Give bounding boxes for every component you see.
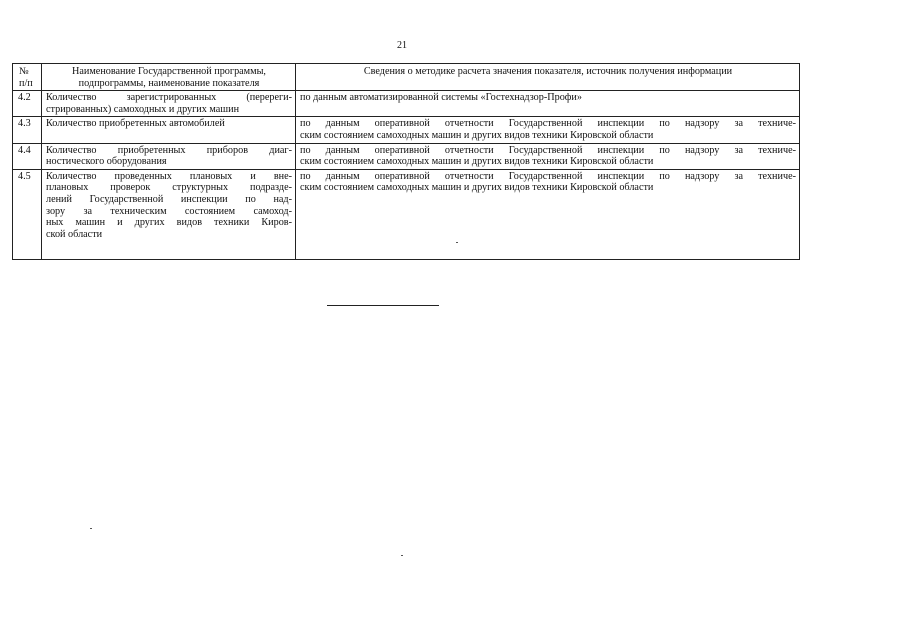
indicator-info: [296, 143, 800, 169]
indicator-name-line: стрированных) самоходных и других машин: [46, 103, 240, 115]
indicator-info: [296, 91, 800, 117]
indicator-name: [42, 91, 296, 117]
scan-speck: [456, 242, 458, 243]
row-number: 4.5: [13, 169, 42, 259]
indicator-name-line: ской области: [46, 228, 103, 240]
indicator-name-line: зору за техническим состоянием самоход-: [46, 205, 292, 217]
indicator-name-line: Количество приобретенных автомобилей: [46, 118, 225, 130]
row-number: 4.4: [13, 143, 42, 169]
indicator-info-line: ским состоянием самоходных машин и других видов техники Кировской области: [300, 129, 654, 141]
indicator-info-line: ским состоянием самоходных машин и других видов техники Кировской области: [300, 182, 654, 194]
table-row: [13, 117, 800, 143]
page-number: 21: [397, 40, 407, 51]
header-number-line1: №: [19, 66, 29, 77]
indicator-name-line: Количество зарегистрированных (перереги-: [46, 92, 292, 104]
indicator-name-line: плановых проверок структурных подразде-: [46, 182, 292, 194]
header-number-line2: п/п: [19, 77, 33, 89]
header-number: [13, 64, 42, 91]
indicator-name-line: ностического оборудования: [46, 156, 167, 168]
header-name-line1: Наименование Государственной программы,: [72, 66, 266, 77]
indicator-info-line: по данным автоматизированной системы «Гостехнадзор-Профи»: [300, 92, 582, 104]
indicator-name: [42, 117, 296, 143]
row-number: 4.3: [13, 117, 42, 143]
indicator-name-line: Количество проведенных плановых и вне-: [46, 170, 292, 182]
indicator-info: [296, 169, 800, 259]
scan-speck: [90, 528, 92, 529]
indicator-info-line: по данным оперативной отчетности Государственной инспекции по надзору за техниче-: [300, 118, 796, 130]
indicator-methodology-table: [12, 63, 800, 260]
indicator-info: [296, 117, 800, 143]
header-info: [296, 64, 800, 91]
row-number: 4.2: [13, 91, 42, 117]
indicator-name-line: Количество приобретенных приборов диаг-: [46, 144, 292, 156]
indicator-name-line: ных машин и других видов техники Киров-: [46, 217, 292, 229]
table-row: [13, 91, 800, 117]
separator-rule: [327, 305, 439, 306]
indicator-info-line: по данным оперативной отчетности Государственной инспекции по надзору за техниче-: [300, 170, 796, 182]
table-row: [13, 169, 800, 259]
header-name: [42, 64, 296, 91]
header-info-text: Сведения о методике расчета значения показателя, источник получения информации: [363, 66, 733, 77]
table-body: [13, 91, 800, 260]
table-row: [13, 143, 800, 169]
table-header: [13, 64, 800, 91]
indicator-name: [42, 169, 296, 259]
indicator-name-line: лений Государственной инспекции по над-: [46, 193, 292, 205]
indicator-info-line: ским состоянием самоходных машин и других видов техники Кировской области: [300, 156, 654, 168]
table-header-row: [13, 64, 800, 91]
scan-speck: [401, 555, 403, 556]
indicator-info-line: по данным оперативной отчетности Государственной инспекции по надзору за техниче-: [300, 144, 796, 156]
indicator-name: [42, 143, 296, 169]
header-name-line2: подпрограммы, наименование показателя: [78, 77, 260, 89]
